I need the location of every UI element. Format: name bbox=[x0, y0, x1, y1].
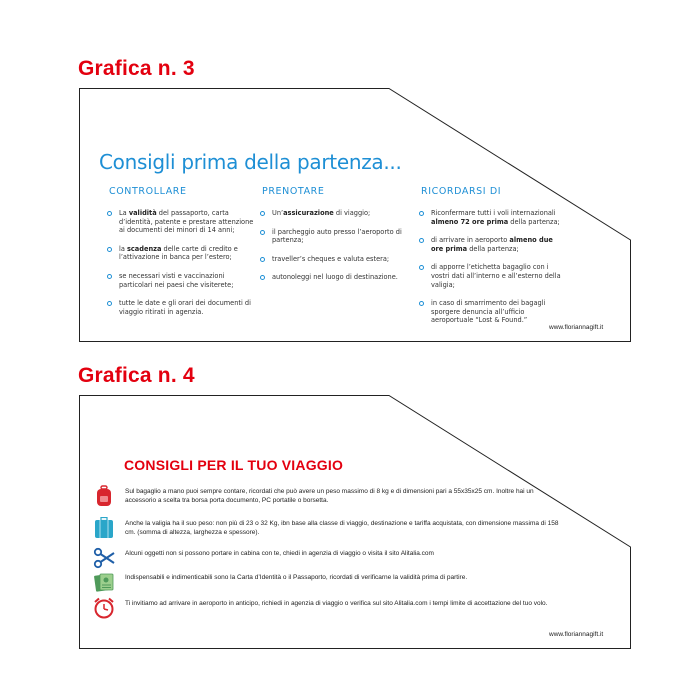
list-item: in caso di smarrimento dei bagagli sporgere denuncia all’ufficio aeroportuale “Lost & Found.” bbox=[421, 299, 561, 325]
alarm-clock-icon bbox=[93, 597, 115, 619]
list-item: La validità del passaporto, carta d’identità, patente e prestare attenzione ai documenti dei minori di 14 anni; bbox=[109, 209, 259, 235]
list-item: traveller’s cheques e valuta estera; bbox=[262, 255, 412, 264]
column-ricordarsi bbox=[421, 186, 561, 335]
tip-text: Indispensabili e indimenticabili sono la Carta d’Identità o il Passaporto, ricordati di verificarne la validità prima di partire. bbox=[125, 574, 468, 581]
tip-row bbox=[93, 547, 563, 567]
column-header: CONTROLLARE bbox=[109, 186, 187, 197]
list-item: la scadenza delle carte di credito e l’attivazione in banca per l’estero; bbox=[109, 245, 259, 262]
card-4-title: CONSIGLI PER IL TUO VIAGGIO bbox=[124, 457, 344, 473]
tip-row bbox=[93, 571, 563, 591]
list-item: se necessari visti e vaccinazioni particolari nei paesi che visiterete; bbox=[109, 272, 259, 289]
column-header: RICORDARSI DI bbox=[421, 186, 502, 197]
list-item: Riconfermare tutti i voli internazionali almeno 72 ore prima della partenza; bbox=[421, 209, 561, 226]
list-item: di arrivare in aeroporto almeno due ore prima della partenza; bbox=[421, 236, 561, 253]
card-3-title: Consigli prima della partenza... bbox=[99, 150, 402, 174]
column-controllare bbox=[109, 186, 259, 326]
tip-row bbox=[93, 485, 563, 505]
grafica-4-card bbox=[79, 395, 631, 649]
scissors-icon bbox=[93, 547, 115, 569]
backpack-icon bbox=[93, 485, 115, 507]
documents-icon bbox=[93, 571, 115, 593]
list-item: Un’assicurazione di viaggio; bbox=[262, 209, 412, 218]
list-item: autonoleggi nel luogo di destinazione. bbox=[262, 273, 412, 282]
tip-row bbox=[93, 597, 563, 617]
column-header: PRENOTARE bbox=[262, 186, 325, 197]
tip-text: Alcuni oggetti non si possono portare in cabina con te, chiedi in agenzia di viaggio o visita il sito Alitalia.com bbox=[125, 550, 434, 557]
website-url: www.floriannagift.it bbox=[549, 631, 604, 638]
grafica-4-heading: Grafica n. 4 bbox=[78, 364, 195, 387]
list-item: tutte le date e gli orari dei documenti di viaggio ritirati in agenzia. bbox=[109, 299, 259, 316]
grafica-3-heading: Grafica n. 3 bbox=[78, 57, 195, 80]
suitcase-icon bbox=[93, 517, 115, 539]
website-url: www.floriannagift.it bbox=[549, 324, 604, 331]
list-item: il parcheggio auto presso l’aeroporto di partenza; bbox=[262, 228, 412, 245]
tip-text: Ti invitiamo ad arrivare in aeroporto in anticipo, richiedi in agenzia di viaggio o verifica sul sito Alitalia.com i tempi limite di accettazione del tuo volo. bbox=[125, 600, 548, 607]
grafica-3-card bbox=[79, 88, 631, 342]
list-item: di apporre l’etichetta bagaglio con i vostri dati all’interno e all’esterno della valigia; bbox=[421, 263, 561, 289]
tip-row bbox=[93, 517, 563, 537]
tip-text: Sul bagaglio a mano puoi sempre contare, ricordati che può avere un peso massimo di 8 kg e di dimensioni pari a 55x35x25 cm. Inoltre hai un accessorio a scelta tra borsa porta documento, PC portatile o borsetta. bbox=[125, 488, 534, 504]
tip-text: Anche la valigia ha il suo peso: non più di 23 o 32 Kg, ibn base alla classe di viaggio, destinazione e tariffa acquistata, con dimensione massima di 158 cm. (somma di altezza, larghezza e spessore). bbox=[125, 520, 559, 536]
column-prenotare bbox=[262, 186, 412, 292]
